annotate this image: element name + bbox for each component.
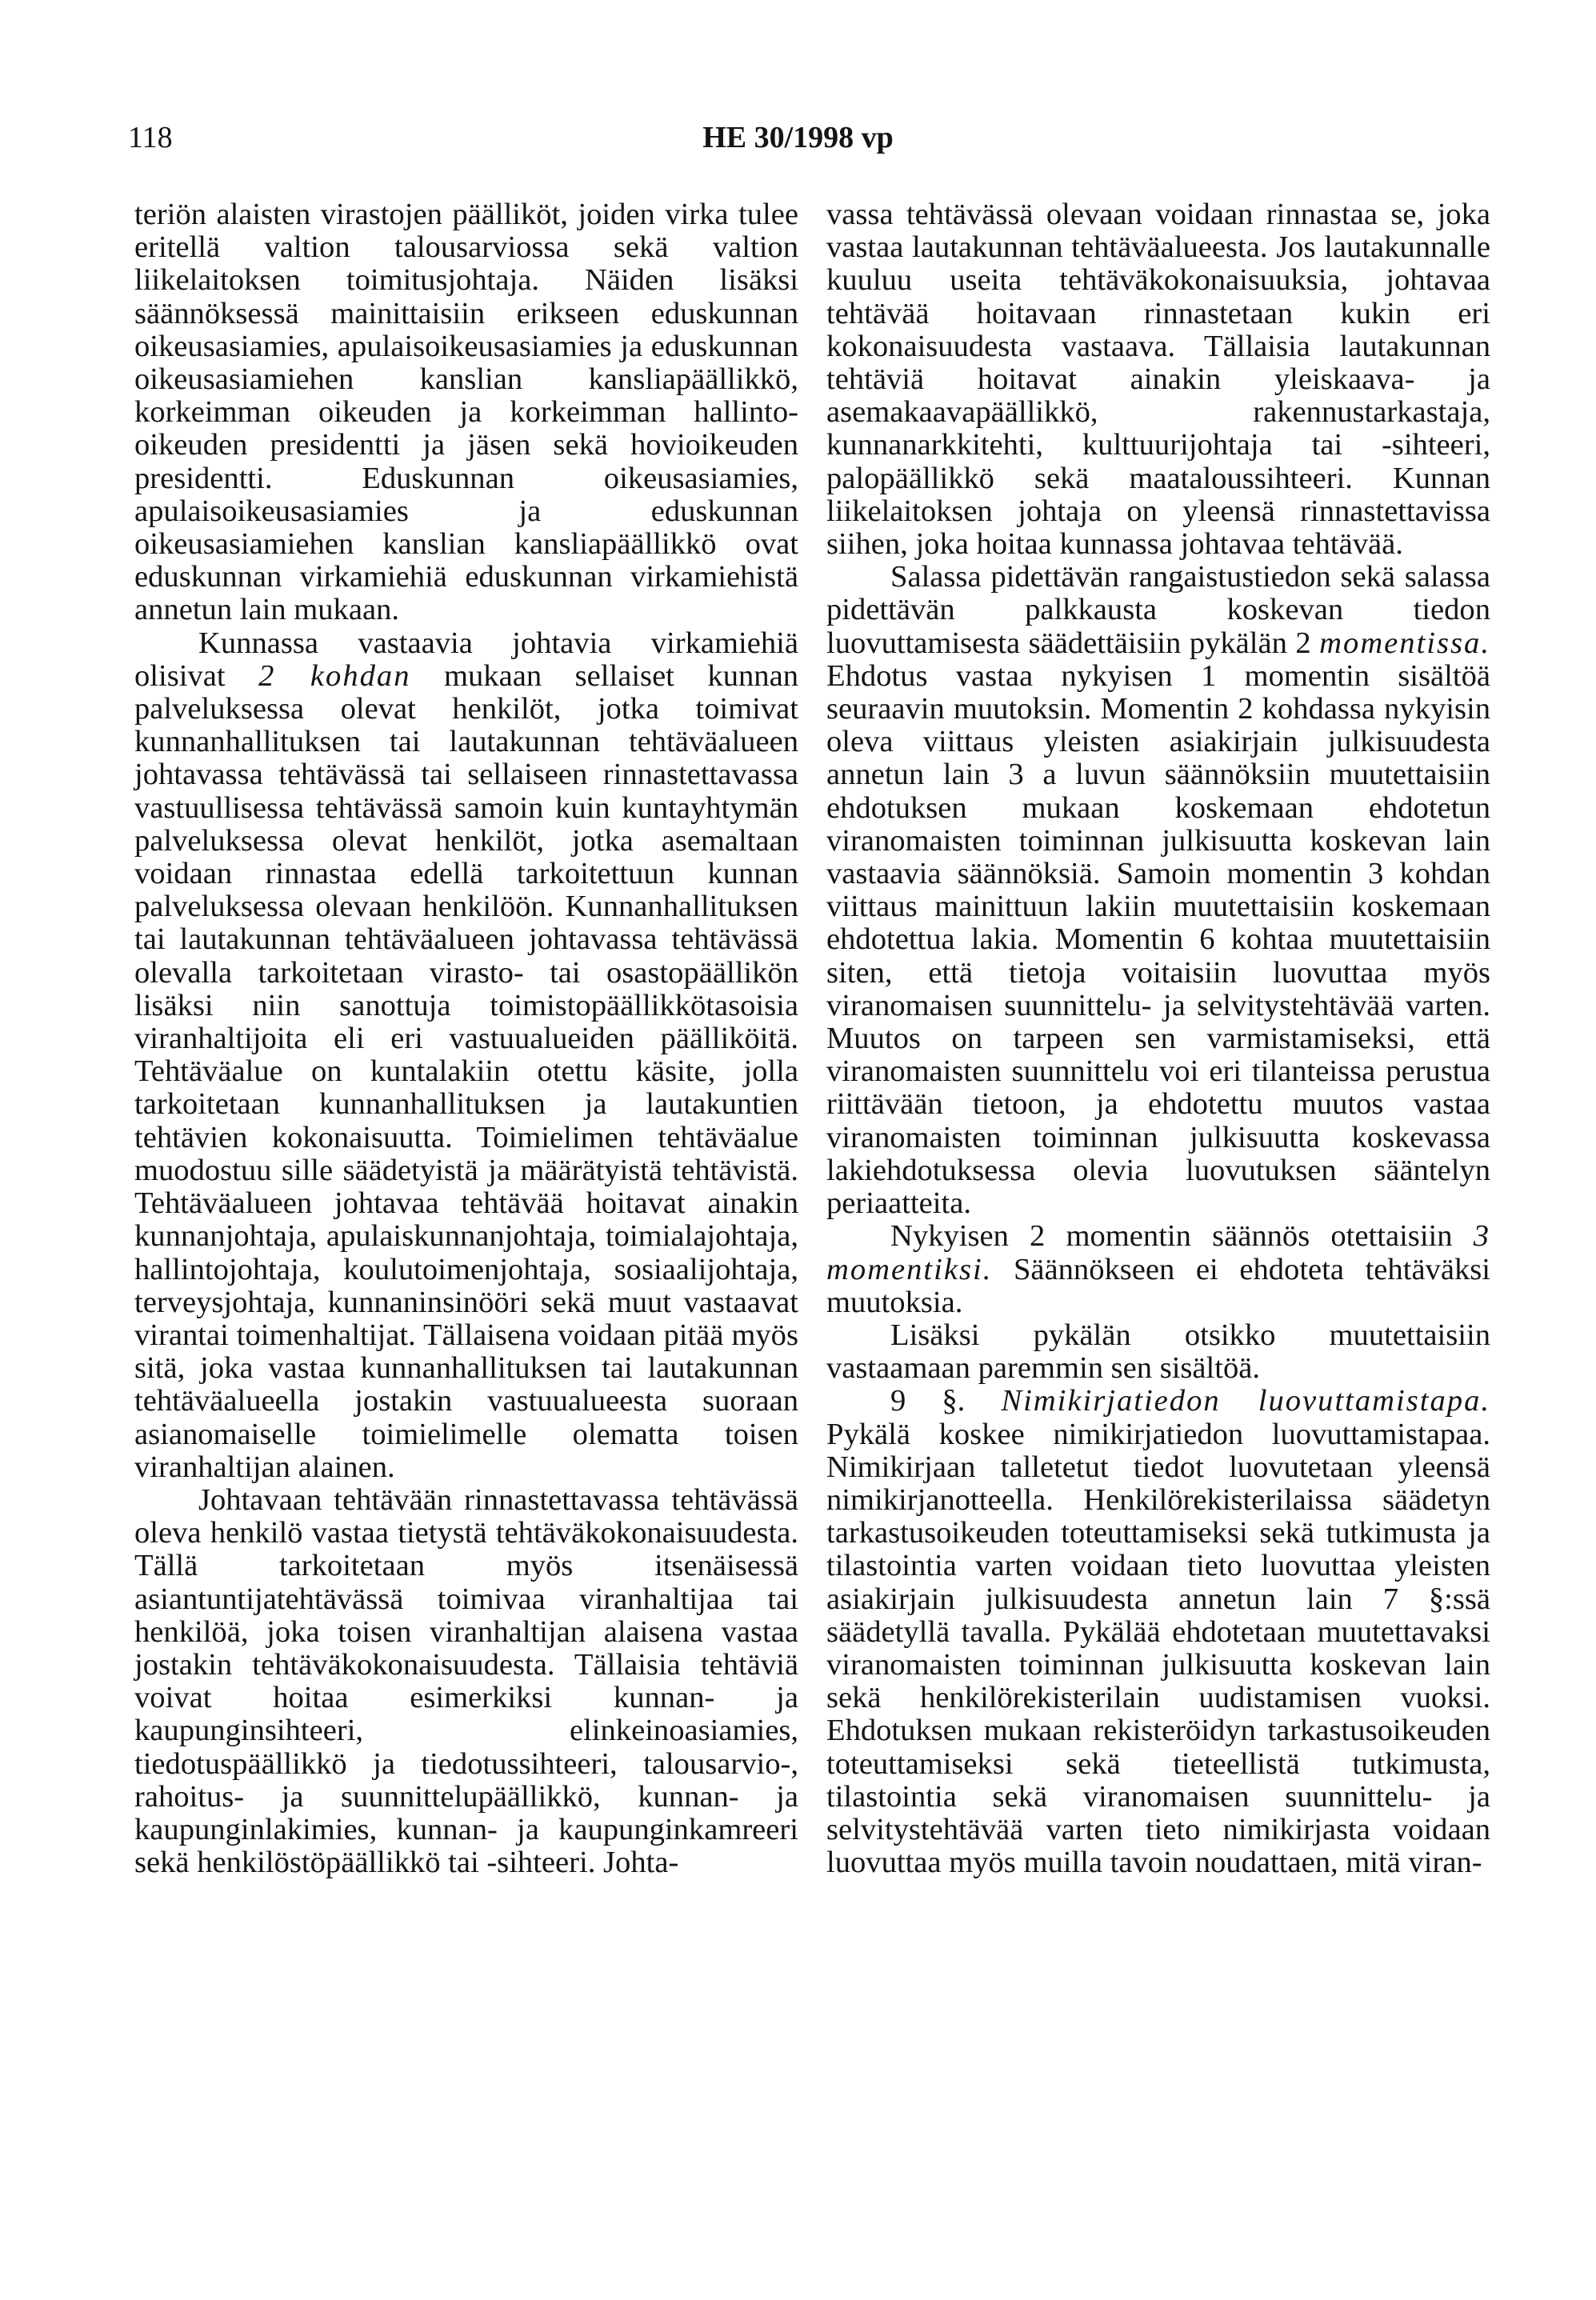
paragraph-text: 9 §.: [890, 1384, 1002, 1418]
paragraph: [134, 627, 798, 1484]
paragraph-text: Nykyisen 2 momentin säännös otettaisiin: [890, 1219, 1474, 1254]
paragraph: [826, 198, 1490, 561]
emphasized-text: momentissa.: [1319, 626, 1490, 660]
paragraph: [826, 1319, 1490, 1385]
paragraph-text: teriön alaisten virastojen päälliköt, joiden virka tulee eritellä valtion talousarviossa sekä valtion liikelaitoksen toimitusjohtaja. Näiden lisäksi säännöksessä mainittaisiin erikseen eduskunnan oikeusasiamies, apulaisoikeusasiamies ja eduskunnan oikeusasiamiehen kanslian kansliapäällikkö, korkeimman oikeuden ja korkeimman hallinto-oikeuden presidentti ja jäsen sekä hovioikeuden presidentti. Eduskunnan oikeusasiamies, apulaisoikeusasiamies ja eduskunnan oikeusasiamiehen kanslian kansliapäällikkö ovat eduskunnan virkamiehiä eduskunnan virkamiehistä annetun lain mukaan.: [134, 198, 798, 627]
paragraph-text: Kunnassa vastaavia johtavia virkamiehiä olisivat: [134, 626, 798, 693]
paragraph: [826, 561, 1490, 1220]
document-id: HE 30/1998 vp: [702, 121, 894, 154]
paragraph-text: Salassa pidettävän rangaistustiedon sekä salassa pidettävän palkkausta koskevan tiedon luovuttamisesta säädettäisiin pykälän 2: [826, 560, 1490, 660]
paragraph-text: Johtavaan tehtävään rinnastettavassa tehtävässä oleva henkilö vastaa tietystä tehtäväkokonaisuudesta. Tällä tarkoitetaan myös itsenäisessä asiantuntijatehtävässä toimivaa viranhaltijaa tai henkilöä, joka toisen viranhaltijan alaisena vastaa jostakin tehtäväkokonaisuudesta. Tällaisia tehtäviä voivat hoitaa esimerkiksi kunnan- ja kaupunginsihteeri, elinkeinoasiamies, tiedotuspäällikkö ja tiedotussihteeri, talousarvio-, rahoitus- ja suunnittelupäällikkö, kunnan- ja kaupunginlakimies, kunnan- ja kaupunginkamreeri sekä henkilöstöpäällikkö tai -sihteeri. Johta-: [134, 1482, 798, 1880]
paragraph: [134, 1484, 798, 1879]
page-header: [0, 120, 1596, 168]
paragraph-text: Lisäksi pykälän otsikko muutettaisiin vastaamaan paremmin sen sisältöä.: [826, 1318, 1490, 1386]
emphasized-text: Nimikirjatiedon luovuttamistapa.: [1001, 1384, 1490, 1418]
paragraph-text: vassa tehtävässä olevaan voidaan rinnastaa se, joka vastaa lautakunnan tehtäväalueesta. Jos lautakunnalle kuuluu useita tehtäväkokonaisuuksia, johtavaa tehtävää hoitavaan rinnastetaan kukin eri kokonaisuudesta vastaava. Tällaisia lautakunnan tehtäviä hoitavat ainakin yleiskaava- ja asemakaavapäällikkö, rakennustarkastaja, kunnanarkkitehti, kulttuurijohtaja tai -sihteeri, palopäällikkö sekä maataloussihteeri. Kunnan liikelaitoksen johtaja on yleensä rinnastettavissa siihen, joka hoitaa kunnassa johtavaa tehtävää.: [826, 198, 1490, 562]
paragraph-text: Pykälä koskee nimikirjatiedon luovuttamistapaa. Nimikirjaan talletetut tiedot luovutetaan yleensä nimikirjanotteella. Henkilörekisterilaissa säädetyn tarkastusoikeuden toteuttamiseksi sekä tutkimusta ja tilastointia varten voidaan tieto luovuttaa yleisten asiakirjain julkisuudesta annetun lain 7 §:ssä säädetyllä tavalla. Pykälää ehdotetaan muutettavaksi viranomaisten toiminnan julkisuutta koskevan lain sekä henkilörekisterilain uudistamisen vuoksi. Ehdotuksen mukaan rekisteröidyn tarkastusoikeuden toteuttamiseksi sekä tieteellistä tutkimusta, tilastointia sekä viranomaisen suunnittelu- ja selvitystehtävää varten tieto nimikirjasta voidaan luovuttaa myös muilla tavoin noudattaen, mitä viran-: [826, 1417, 1490, 1880]
left-text-column: [134, 198, 798, 1879]
paragraph-text: Säännökseen ei ehdoteta tehtäväksi muutoksia.: [826, 1252, 1490, 1319]
paragraph: [134, 198, 798, 627]
emphasized-text: 3 momentiksi.: [826, 1219, 1490, 1286]
right-text-column: [826, 198, 1490, 1879]
paragraph-text: mukaan sellaiset kunnan palveluksessa olevat henkilöt, jotka toimivat kunnanhallituksen tai lautakunnan tehtäväalueen johtavassa tehtävässä tai sellaiseen rinnastettavassa vastuullisessa tehtävässä samoin kuin kuntayhtymän palveluksessa olevat henkilöt, jotka asemaltaan voidaan rinnastaa edellä tarkoitettuun kunnan palveluksessa olevaan henkilöön. Kunnanhallituksen tai lautakunnan tehtäväalueen johtavassa tehtävässä olevalla tarkoitetaan virasto- tai osastopäällikön lisäksi niin sanottuja toimistopäällikkötasoisia viranhaltijoita eli eri vastuualueiden päälliköitä. Tehtäväalue on kuntalakiin otettu käsite, jolla tarkoitetaan kunnanhallituksen ja lautakuntien tehtävien kokonaisuutta. Toimielimen tehtäväalue muodostuu sille säädetyistä ja määrätyistä tehtävistä. Tehtäväalueen johtavaa tehtävää hoitavat ainakin kunnanjohtaja, apulaiskunnanjohtaja, toimialajohtaja, hallintojohtaja, koulutoimenjohtaja, sosiaalijohtaja, terveysjohtaja, kunnaninsinööri sekä muut vastaavat virantai toimenhaltijat. Tällaisena voidaan pitää myös sitä, joka vastaa kunnanhallituksen tai lautakunnan tehtäväalueella jostakin vastuualueesta suoraan asianomaiselle toimielimelle olematta toisen viranhaltijan alainen.: [134, 658, 798, 1484]
paragraph: [826, 1220, 1490, 1319]
paragraph-text: Ehdotus vastaa nykyisen 1 momentin sisältöä seuraavin muutoksin. Momentin 2 kohdassa nykyisin oleva viittaus yleisten asiakirjain julkisuudesta annetun lain 3 a luvun säännöksiin muutettaisiin ehdotuksen mukaan koskemaan ehdotetun viranomaisten toiminnan julkisuutta koskevan lain vastaavia säännöksiä. Samoin momentin 3 kohdan viittaus mainittuun lakiin muutettaisiin koskemaan ehdotettua lakia. Momentin 6 kohtaa muutettaisiin siten, että tietoja voitaisiin luovuttaa myös viranomaisen suunnittelu- ja selvitystehtävää varten. Muutos on tarpeen sen varmistamiseksi, että viranomaisten suunnittelu voi eri tilanteissa perustua riittävään tietoon, ja ehdotettu muutos vastaa viranomaisten toiminnan julkisuutta koskevassa lakiehdotuksessa olevia luovutuksen sääntelyn periaatteita.: [826, 658, 1490, 1221]
emphasized-text: 2 kohdan: [258, 658, 411, 693]
paragraph: [826, 1385, 1490, 1879]
page-number: 118: [128, 121, 173, 154]
